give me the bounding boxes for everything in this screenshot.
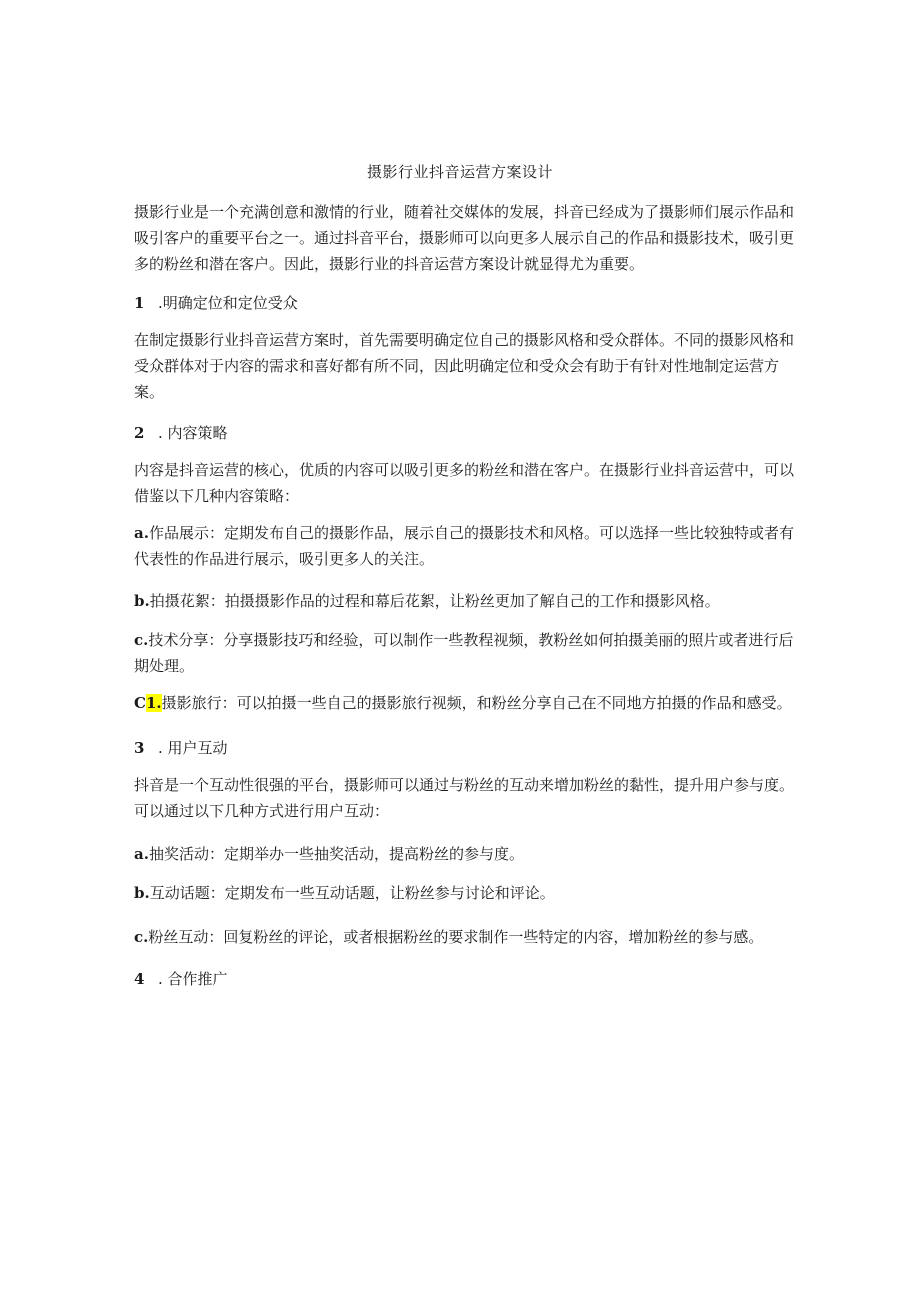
list-item-text: 抽奖活动：定期举办一些抽奖活动，提高粉丝的参与度。	[148, 845, 524, 863]
section-heading-4	[134, 966, 794, 992]
section-2-body: 内容是抖音运营的核心，优质的内容可以吸引更多的粉丝和潜在客户。在摄影行业抖音运营中，可以借鉴以下几种内容策略：	[134, 461, 795, 505]
section-heading-3	[134, 735, 794, 761]
list-marker: c.	[134, 631, 149, 649]
list-item	[134, 924, 794, 950]
section-heading-text: . 合作推广	[158, 970, 228, 988]
section-heading-text: . 内容策略	[158, 424, 228, 442]
list-item	[134, 690, 794, 716]
list-item-text: 作品展示：定期发布自己的摄影作品，展示自己的摄影技术和风格。可以选择一些比较独特或者有代表性的作品进行展示，吸引更多人的关注。	[134, 524, 794, 568]
section-heading-text: .明确定位和定位受众	[158, 294, 298, 312]
section-number: 4	[134, 970, 145, 988]
section-heading-2	[134, 420, 794, 446]
list-marker: a.	[134, 845, 149, 863]
list-item-text: 技术分享：分享摄影技巧和经验，可以制作一些教程视频，教粉丝如何拍摄美丽的照片或者进行后期处理。	[134, 631, 794, 675]
section-3-body: 抖音是一个互动性很强的平台，摄影师可以通过与粉丝的互动来增加粉丝的黏性，提升用户参与度。可以通过以下几种方式进行用户互动：	[134, 776, 795, 820]
list-item	[134, 520, 794, 572]
list-item	[134, 627, 794, 679]
list-item-text: 粉丝互动：回复粉丝的评论，或者根据粉丝的要求制作一些特定的内容，增加粉丝的参与感。	[148, 928, 764, 946]
list-marker: a.	[134, 524, 149, 542]
section-heading-1	[134, 290, 794, 316]
section-number: 2	[134, 424, 145, 442]
intro-paragraph: 摄影行业是一个充满创意和激情的行业，随着社交媒体的发展，抖音已经成为了摄影师们展示作品和吸引客户的重要平台之一。通过抖音平台，摄影师可以向更多人展示自己的作品和摄影技术，吸引更多的粉丝和潜在客户。因此，摄影行业的抖音运营方案设计就显得尤为重要。	[134, 203, 795, 273]
section-heading-text: . 用户互动	[158, 739, 228, 757]
list-marker: c.	[134, 928, 149, 946]
list-item	[134, 841, 794, 867]
section-number: 1	[134, 294, 145, 312]
section-1-body: 在制定摄影行业抖音运营方案时，首先需要明确定位自己的摄影风格和受众群体。不同的摄影风格和受众群体对于内容的需求和喜好都有所不同，因此明确定位和受众会有助于有针对性地制定运营方案。	[134, 331, 795, 401]
list-item-text: 拍摄花絮：拍摄摄影作品的过程和幕后花絮，让粉丝更加了解自己的工作和摄影风格。	[149, 592, 720, 610]
list-item-text: 互动话题：定期发布一些互动话题，让粉丝参与讨论和评论。	[149, 884, 555, 902]
section-number: 3	[134, 739, 145, 757]
list-marker: C	[134, 694, 146, 712]
list-marker: b.	[134, 884, 150, 902]
list-item	[134, 588, 794, 614]
list-item-text: 摄影旅行：可以拍摄一些自己的摄影旅行视频，和粉丝分享自己在不同地方拍摄的作品和感受。	[161, 694, 792, 712]
highlighted-marker: 1.	[145, 694, 162, 712]
list-item	[134, 880, 794, 906]
document-title: 摄影行业抖音运营方案设计	[366, 163, 553, 181]
list-marker: b.	[134, 592, 150, 610]
